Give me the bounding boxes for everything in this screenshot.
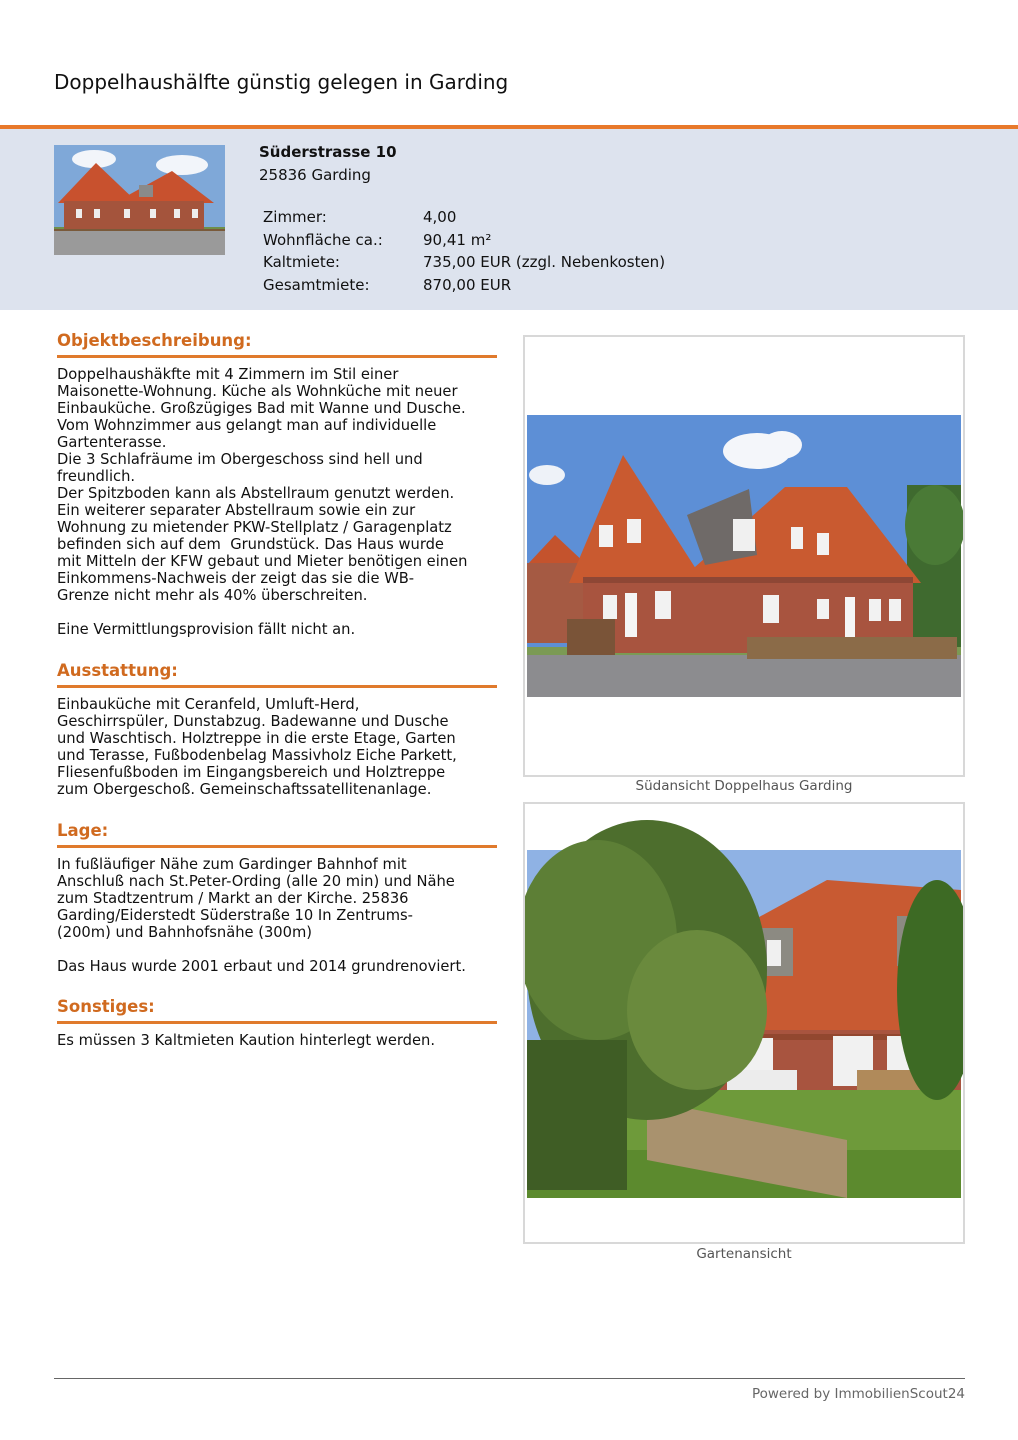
footer-divider [54,1378,965,1379]
fact-value: 870,00 EUR [423,275,512,294]
section-ausstattung [57,661,497,798]
page-title: Doppelhaushälfte günstig gelegen in Garding [54,70,509,94]
section-body: Doppelhaushäkfte mit 4 Zimmern im Stil einer Maisonette-Wohnung. Küche als Wohnküche mit neuer Einbauküche. Großzügiges Bad mit Wanne und Dusche. Vom Wohnzimmer aus gelangt man auf individuelle Gartenterasse. Die 3 Schlafräume im Obergeschoss sind hell und freundlich. Der Spitzboden kann als Abstellraum genutzt werden. Ein weiterer separater Abstellraum sowie ein zur Wohnung zu mietender PKW-Stellplatz / Garagenplatz befinden sich auf dem Grundstück. Das Haus wurde mit Mitteln der KFW gebaut und Mieter benötigen einen Einkommens-Nachweis der zeigt das sie die WB- Grenze nicht mehr als 40% überschreiten. Eine Vermittlungsprovision fällt nicht an. [57,366,468,638]
section-body: In fußläufiger Nähe zum Gardinger Bahnhof mit Anschluß nach St.Peter-Ording (alle 20 min) und Nähe zum Stadtzentrum / Markt an der Kirche. 25836 Garding/Eiderstedt Süderstraße 10 In Zentrums- (200m) und Bahnhofsnähe (300m) Das Haus wurde 2001 erbaut und 2014 grundrenoviert. [57,856,466,975]
section-sonstiges [57,997,497,1049]
address-block [259,141,397,187]
postal-city: 25836 Garding [259,166,371,184]
section-heading: Lage: [57,821,497,848]
section-objektbeschreibung [57,331,497,638]
footer-credit: Powered by ImmobilienScout24 [751,1386,965,1402]
fact-rooms [263,206,665,229]
street-address: Süderstrasse 10 [259,143,397,161]
section-lage [57,821,497,975]
photo-caption: Südansicht Doppelhaus Garding [635,778,853,794]
fact-label: Wohnfläche ca.: [263,230,383,249]
section-heading: Ausstattung: [57,661,497,688]
fact-label: Kaltmiete: [263,253,340,271]
section-body: Es müssen 3 Kaltmieten Kaution hinterlegt werden. [57,1032,436,1049]
section-heading: Objektbeschreibung: [57,331,497,358]
fact-living-area [263,229,665,252]
fact-label: Zimmer: [263,208,327,226]
fact-value: 4,00 [423,208,457,226]
photo-south-view[interactable] [523,335,965,777]
photo-garden-view[interactable] [523,802,965,1244]
section-heading: Sonstiges: [57,997,497,1024]
fact-value: 90,41 m² [423,230,492,249]
fact-total-rent [263,274,665,297]
fact-label: Gesamtmiete: [263,275,370,294]
section-body: Einbauküche mit Ceranfeld, Umluft-Herd, Geschirrspüler, Dunstabzug. Badewanne und Dusche und Waschtisch. Holztreppe in die erste Etage, Garten und Terasse, Fußbodenbelag Massivholz Eiche Parkett, Fliesenfußboden im Eingangsbereich und Holztreppe zum Obergeschoß. Gemeinschaftssatellitenanlage. [57,696,457,798]
thumbnail-photo[interactable] [54,145,225,255]
fact-value: 735,00 EUR (zzgl. Nebenkosten) [423,253,666,271]
key-facts [263,206,665,296]
photo-caption: Gartenansicht [696,1246,792,1262]
fact-cold-rent [263,251,665,274]
